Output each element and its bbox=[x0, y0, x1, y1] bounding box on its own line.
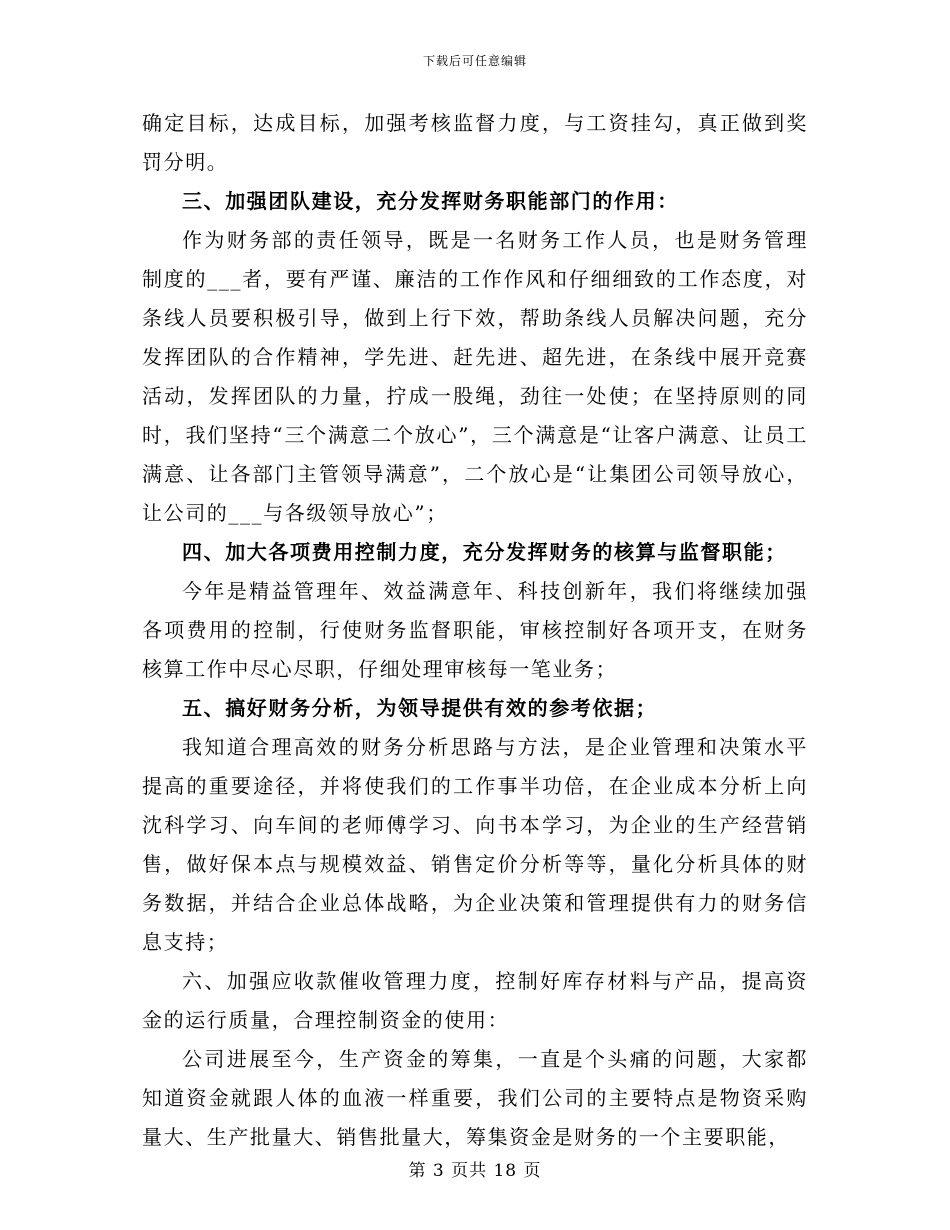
paragraph-continued: 确定目标，达成目标，加强考核监督力度，与工资挂勾，真正做到奖罚分明。 bbox=[142, 111, 808, 174]
page-header: 下载后可任意编辑 bbox=[422, 54, 527, 68]
section-heading-4: 四、加大各项费用控制力度，充分发挥财务的核算与监督职能； bbox=[182, 540, 787, 564]
section-heading-3: 三、加强团队建设，充分发挥财务职能部门的作用： bbox=[182, 189, 679, 213]
paragraph: 我知道合理高效的财务分析思路与方法，是企业管理和决策水平提高的重要途径，并将使我们的工作事半功倍，在企业成本分析上向沈科学习、向车间的老师傅学习、向书本学习，为企业的生产经营销售，做好保本点与规模效益、销售定价分析等等，量化分析具体的财务数据，并结合企业总体战略，为企业决策和管理提供有力的财务信息支持； bbox=[142, 735, 808, 954]
section-heading-6: 六、加强应收款催收管理力度，控制好库存材料与产品，提高资金的运行质量，合理控制资金的使用： bbox=[142, 969, 808, 1032]
page-footer: 第 3 页共 18 页 bbox=[408, 1161, 542, 1181]
paragraph: 公司进展至今，生产资金的筹集，一直是个头痛的问题，大家都知道资金就跟人体的血液一样重要，我们公司的主要特点是物资采购量大、生产批量大、销售批量大，筹集资金是财务的一个主要职能， bbox=[142, 1047, 808, 1149]
paragraph: 今年是精益管理年、效益满意年、科技创新年，我们将继续加强各项费用的控制，行使财务监督职能，审核控制好各项开支，在财务核算工作中尽心尽职，仔细处理审核每一笔业务； bbox=[142, 579, 808, 681]
document-body bbox=[142, 104, 808, 1157]
paragraph: 作为财务部的责任领导，既是一名财务工作人员，也是财务管理制度的___者，要有严谨、廉洁的工作作风和仔细细致的工作态度，对条线人员要积极引导，做到上行下效，帮助条线人员解决问题，充分发挥团队的合作精神，学先进、赶先进、超先进，在条线中展开竞赛活动，发挥团队的力量，拧成一股绳，劲往一处使；在坚持原则的同时，我们坚持“三个满意二个放心”，三个满意是“让客户满意、让员工满意、让各部门主管领导满意”，二个放心是“让集团公司领导放心，让公司的___与各级领导放心”； bbox=[142, 228, 808, 525]
section-heading-5: 五、搞好财务分析，为领导提供有效的参考依据； bbox=[182, 696, 658, 720]
